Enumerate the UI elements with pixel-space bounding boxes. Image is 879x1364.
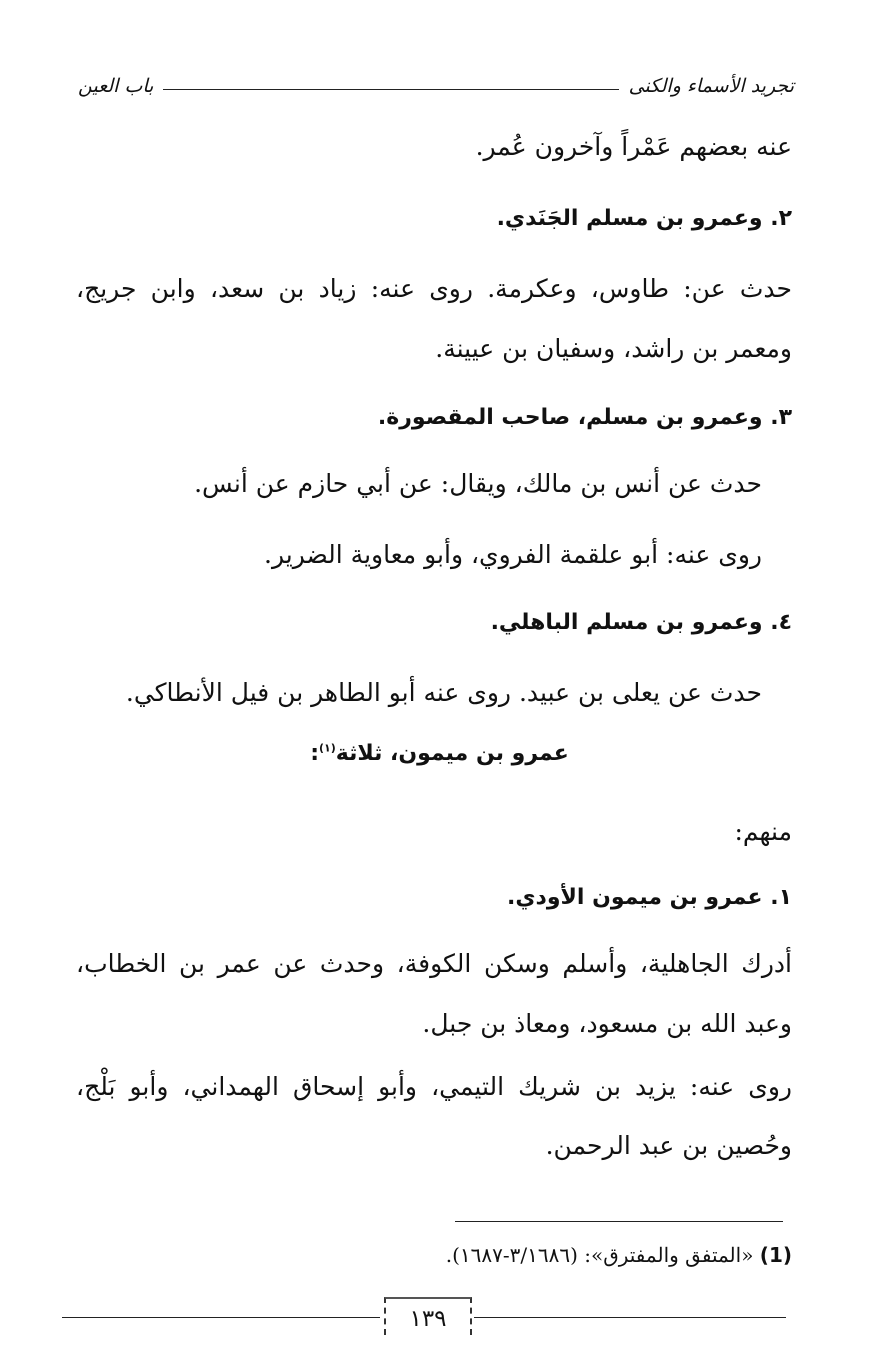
footer-rule (62, 1317, 380, 1318)
text-line: حدث عن: طاوس، وعكرمة. روى عنه: زياد بن سعد، وابن جريج، (76, 274, 792, 303)
entry-heading: ٤. وعمرو بن مسلم الباهلي. (490, 610, 792, 635)
text-line: حدث عن يعلى بن عبيد. روى عنه أبو الطاهر بن فيل الأنطاكي. (125, 678, 762, 707)
entry-heading: ٣. وعمرو بن مسلم، صاحب المقصورة. (377, 405, 792, 430)
text-line: منهم: (734, 817, 792, 846)
group-heading-colon: : (310, 741, 319, 766)
footer-rule (474, 1317, 786, 1318)
entry-heading: ١. عمرو بن ميمون الأودي. (507, 885, 792, 910)
text-line: وحُصين بن عبد الرحمن. (545, 1131, 792, 1160)
running-header (78, 66, 794, 106)
text-line: ومعمر بن راشد، وسفيان بن عيينة. (435, 334, 792, 363)
footnote (446, 1238, 792, 1272)
text-line: وعبد الله بن مسعود، ومعاذ بن جبل. (422, 1009, 792, 1038)
text-line: روى عنه: يزيد بن شريك التيمي، وأبو إسحاق الهمداني، وأبو بَلْج، (76, 1072, 792, 1101)
text-line: حدث عن أنس بن مالك، ويقال: عن أبي حازم عن أنس. (194, 469, 762, 498)
text-line: عنه بعضهم عَمْراً وآخرون عُمر. (475, 132, 792, 161)
footnote-separator (455, 1221, 783, 1222)
section-title: باب العين (78, 75, 154, 97)
footnote-number: (1) (759, 1243, 792, 1267)
book-title: تجريد الأسماء والكنى (628, 75, 794, 97)
footnote-text: «المتفق والمفترق»: (٣/١٦٨٦-١٦٨٧). (445, 1243, 754, 1267)
group-heading-text: عمرو بن ميمون، ثلاثة (335, 741, 569, 766)
group-heading (0, 734, 879, 774)
header-rule (163, 89, 618, 90)
text-line: روى عنه: أبو علقمة الفروي، وأبو معاوية الضرير. (264, 540, 762, 569)
footnote-marker: (١) (319, 741, 336, 755)
entry-heading: ٢. وعمرو بن مسلم الجَنَدي. (496, 206, 792, 231)
text-line: أدرك الجاهلية، وأسلم وسكن الكوفة، وحدث عن عمر بن الخطاب، (76, 949, 792, 978)
page-number: ١٣٩ (384, 1297, 472, 1335)
